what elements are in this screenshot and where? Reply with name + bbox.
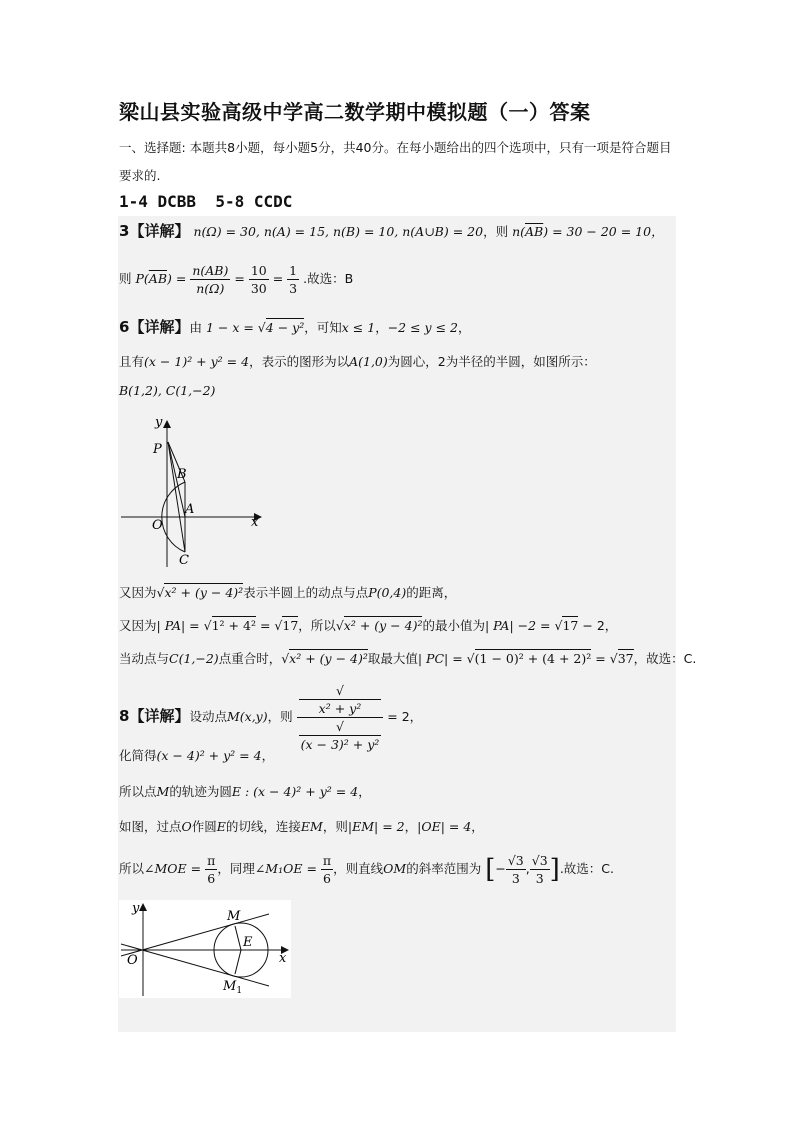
label-O: O — [127, 953, 138, 968]
q8-line-5: 所以∠MOE = $\frac{\pi}{6}$ ，同理∠M₁OE = $\frac{\pi}{6}$ ，则直线OM的斜率范围为 [− $\frac{√3}{3}$ , $\frac{√3}{3}$ ].故选：C. — [119, 853, 615, 886]
segment-PC — [168, 442, 185, 552]
label-M: M — [227, 909, 241, 924]
label-B: B — [177, 467, 187, 482]
fraction: $\frac{\pi}{6}$ — [322, 853, 332, 886]
q3-number: 3 — [119, 222, 130, 240]
label-x: x — [251, 515, 259, 530]
label-A: A — [185, 502, 195, 517]
fraction: √ x² + y² √ (x − 3)² + y² — [297, 682, 384, 753]
fraction: $\frac{√3}{3}$ — [507, 853, 524, 886]
q8-line-3: 所以点M的轨迹为圆E : (x − 4)² + y² = 4， — [119, 784, 371, 799]
label-y: y — [132, 901, 140, 916]
fraction: $\frac{10}{30}$ — [250, 263, 267, 296]
q8-line-1: 8【详解】设动点M(x,y)，则 √ x² + y² √ (x − 3)² + y² = 2， — [119, 683, 423, 752]
label-x: x — [279, 951, 287, 966]
fraction: $\frac{\pi}{6}$ — [207, 853, 216, 886]
q8-number: 8 — [119, 707, 130, 725]
segment-EM1 — [235, 950, 241, 974]
q6-line-4: 又因为√x² + (y − 4)²表示半圆上的动点与点P(0,4)的距离， — [119, 585, 457, 600]
q6-line-6: 当动点与C(1,−2)点重合时，√x² + (y − 4)²取最大值| PC| = √(1 − 0)² + (4 + 2)² = √37，故选：C. — [119, 651, 697, 666]
fraction: $\frac{√3}{3}$ — [531, 853, 548, 886]
q6-line-5: 又因为| PA| = √1² + 4² = √17，所以√x² + (y − 4)²的最小值为| PA| −2 = √17 − 2， — [119, 618, 618, 633]
q3-line-2: 则 $P(\overline{AB})$ = $\frac{n(AB)}{n(\Omega)}$ = $\frac{10}{30}$ = $\frac{1}{3}$ .故选：B — [119, 263, 354, 296]
q8-line-4: 如图，过点O作圆E的切线，连接EM，则|EM| = 2，|OE| = 4， — [119, 819, 484, 834]
q6-number: 6 — [119, 318, 130, 336]
q6-line-2: 且有(x − 1)² + y² = 4，表示的图形为以A(1,0)为圆心，2为半径的半圆，如图所示： — [119, 354, 596, 369]
y-axis-arrow — [163, 420, 171, 428]
label-P: P — [153, 442, 162, 457]
label-M1: $M_1$ — [223, 979, 243, 996]
label-E: E — [243, 935, 253, 950]
fraction: $\frac{n(AB)}{n(\Omega)}$ — [192, 263, 229, 296]
label-O: O — [152, 518, 163, 533]
label-C: C — [179, 553, 189, 568]
section-instructions: 一、选择题: 本题共8小题，每小题5分，共40分。在每小题给出的四个选项中，只有一项是符合题目要求的. — [119, 140, 672, 183]
q8-figure — [119, 900, 291, 998]
q8-line-2: 化简得(x − 4)² + y² = 4， — [119, 748, 275, 763]
y-axis-arrow — [139, 903, 147, 911]
q3-line-1: 3【详解】 n(Ω) = 30, n(A) = 15, n(B) = 10, n(A∪B) = 20，则 $n(\overline{AB}) = 30 - 20 = 10$， — [119, 222, 664, 240]
fraction: $\frac{1}{3}$ — [289, 263, 298, 296]
q6-figure — [119, 412, 269, 572]
q6-line-1: 6【详解】由 1 − x = √4 − y²，可知x ≤ 1，−2 ≤ y ≤ 2， — [119, 318, 471, 336]
label-y: y — [155, 415, 163, 430]
page-title: 梁山县实验高级中学高二数学期中模拟题（一）答案 — [119, 100, 591, 124]
answer-key: 1-4 DCBB 5-8 CCDC — [119, 192, 293, 211]
q6-line-3: B(1,2), C(1,−2) — [119, 383, 216, 398]
segment-EM — [235, 926, 241, 950]
